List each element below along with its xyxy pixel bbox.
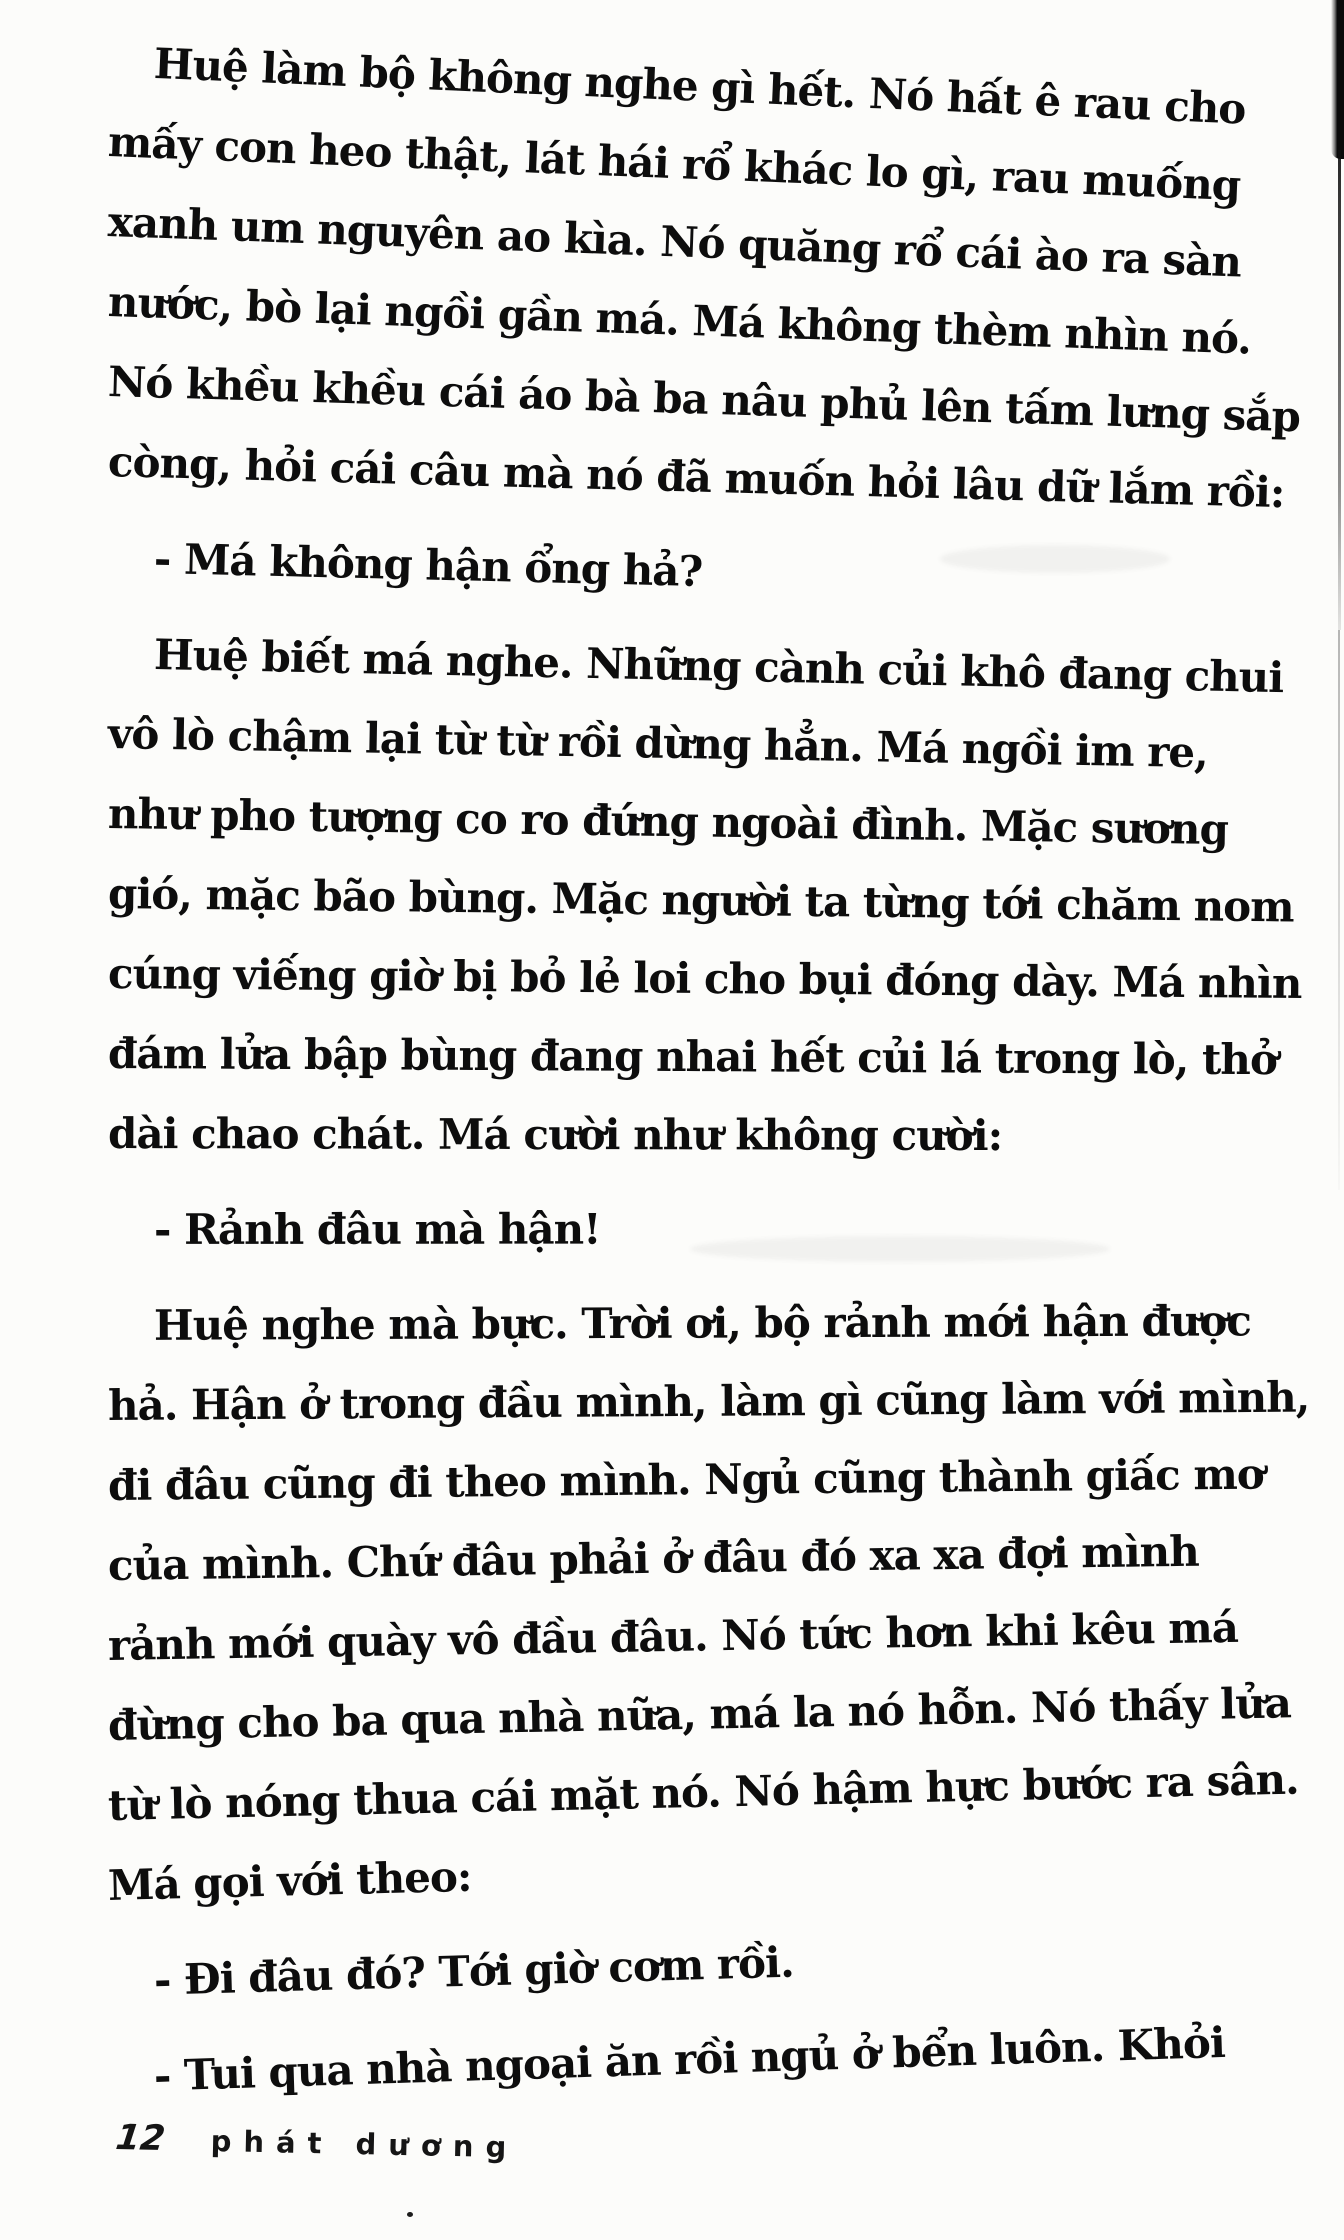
text-line: còng, hỏi cái câu mà nó đã muốn hỏi lâu dữ lắm rồi: [107,437,1286,518]
text-line: dài chao chát. Má cười như không cười: [107,1109,1003,1161]
text-line: Nó khều khều cái áo bà ba nâu phủ lên tấm lưng sắp [107,357,1301,442]
text-line: từ lò nóng thua cái mặt nó. Nó hậm hực bước ra sân. [107,1754,1300,1830]
page-number: 12 [113,2118,168,2159]
text-line: cúng viếng giờ bị bỏ lẻ loi cho bụi đóng dày. Má nhìn [107,949,1302,1008]
text-line: mấy con heo thật, lát hái rổ khác lo gì, rau muống [107,117,1242,211]
scan-artifact [690,1236,1110,1262]
text-line: xanh um nguyên ao kìa. Nó quăng rổ cái ào ra sàn [107,197,1242,287]
dialogue-line: - Má không hận ổng hả? [153,534,703,596]
text-line: Má gọi với theo: [107,1851,472,1910]
text-line: nước, bò lại ngồi gần má. Má không thèm nhìn nó. [107,277,1252,364]
dialogue-line: - Đi đâu đó? Tới giờ cơm rồi. [153,1937,795,2005]
author-name: phát dương [210,2123,519,2165]
text-line: Huệ làm bộ không nghe gì hết. Nó hất ê rau cho [152,38,1247,134]
text-line: đi đâu cũng đi theo mình. Ngủ cũng thành giấc mơ [107,1449,1265,1510]
binding-shadow-faint [1338,630,1340,1190]
text-line: gió, mặc bão bùng. Mặc người ta từng tới chăm nom [107,869,1294,932]
text-line: đừng cho ba qua nhà nữa, má la nó hỗn. Nó thấy lửa [107,1678,1292,1750]
binding-shadow-top [1331,0,1344,159]
dialogue-line: - Rảnh đâu mà hận! [153,1204,601,1254]
text-line: của mình. Chứ đâu phải ở đâu đó xa xa đợi mình [107,1526,1200,1590]
text-line: rảnh mới quày vô đầu đâu. Nó tức hơn khi kêu má [107,1602,1239,1670]
text-line: vô lò chậm lại từ từ rồi dừng hẳn. Má ngồi im re, [107,709,1209,778]
text-line: hả. Hận ở trong đầu mình, làm gì cũng làm với mình, [107,1372,1310,1430]
text-line: Huệ biết má nghe. Những cành củi khô đang chui [153,629,1284,703]
text-line: đám lửa bập bùng đang nhai hết củi lá trong lò, thở [107,1029,1278,1085]
scan-artifact [940,545,1170,573]
binding-shadow-line [1338,150,1341,630]
text-line: như pho tượng co ro đứng ngoài đình. Mặc sương [107,789,1229,855]
text-block [107,22,1310,2118]
text-line: Huệ nghe mà bực. Trời ơi, bộ rảnh mới hận được [153,1296,1252,1350]
ink-dot [407,2212,413,2217]
page-footer [113,2118,519,2166]
dialogue-line: - Tui qua nhà ngoại ăn rồi ngủ ở bển luôn. Khỏi [153,2017,1226,2101]
